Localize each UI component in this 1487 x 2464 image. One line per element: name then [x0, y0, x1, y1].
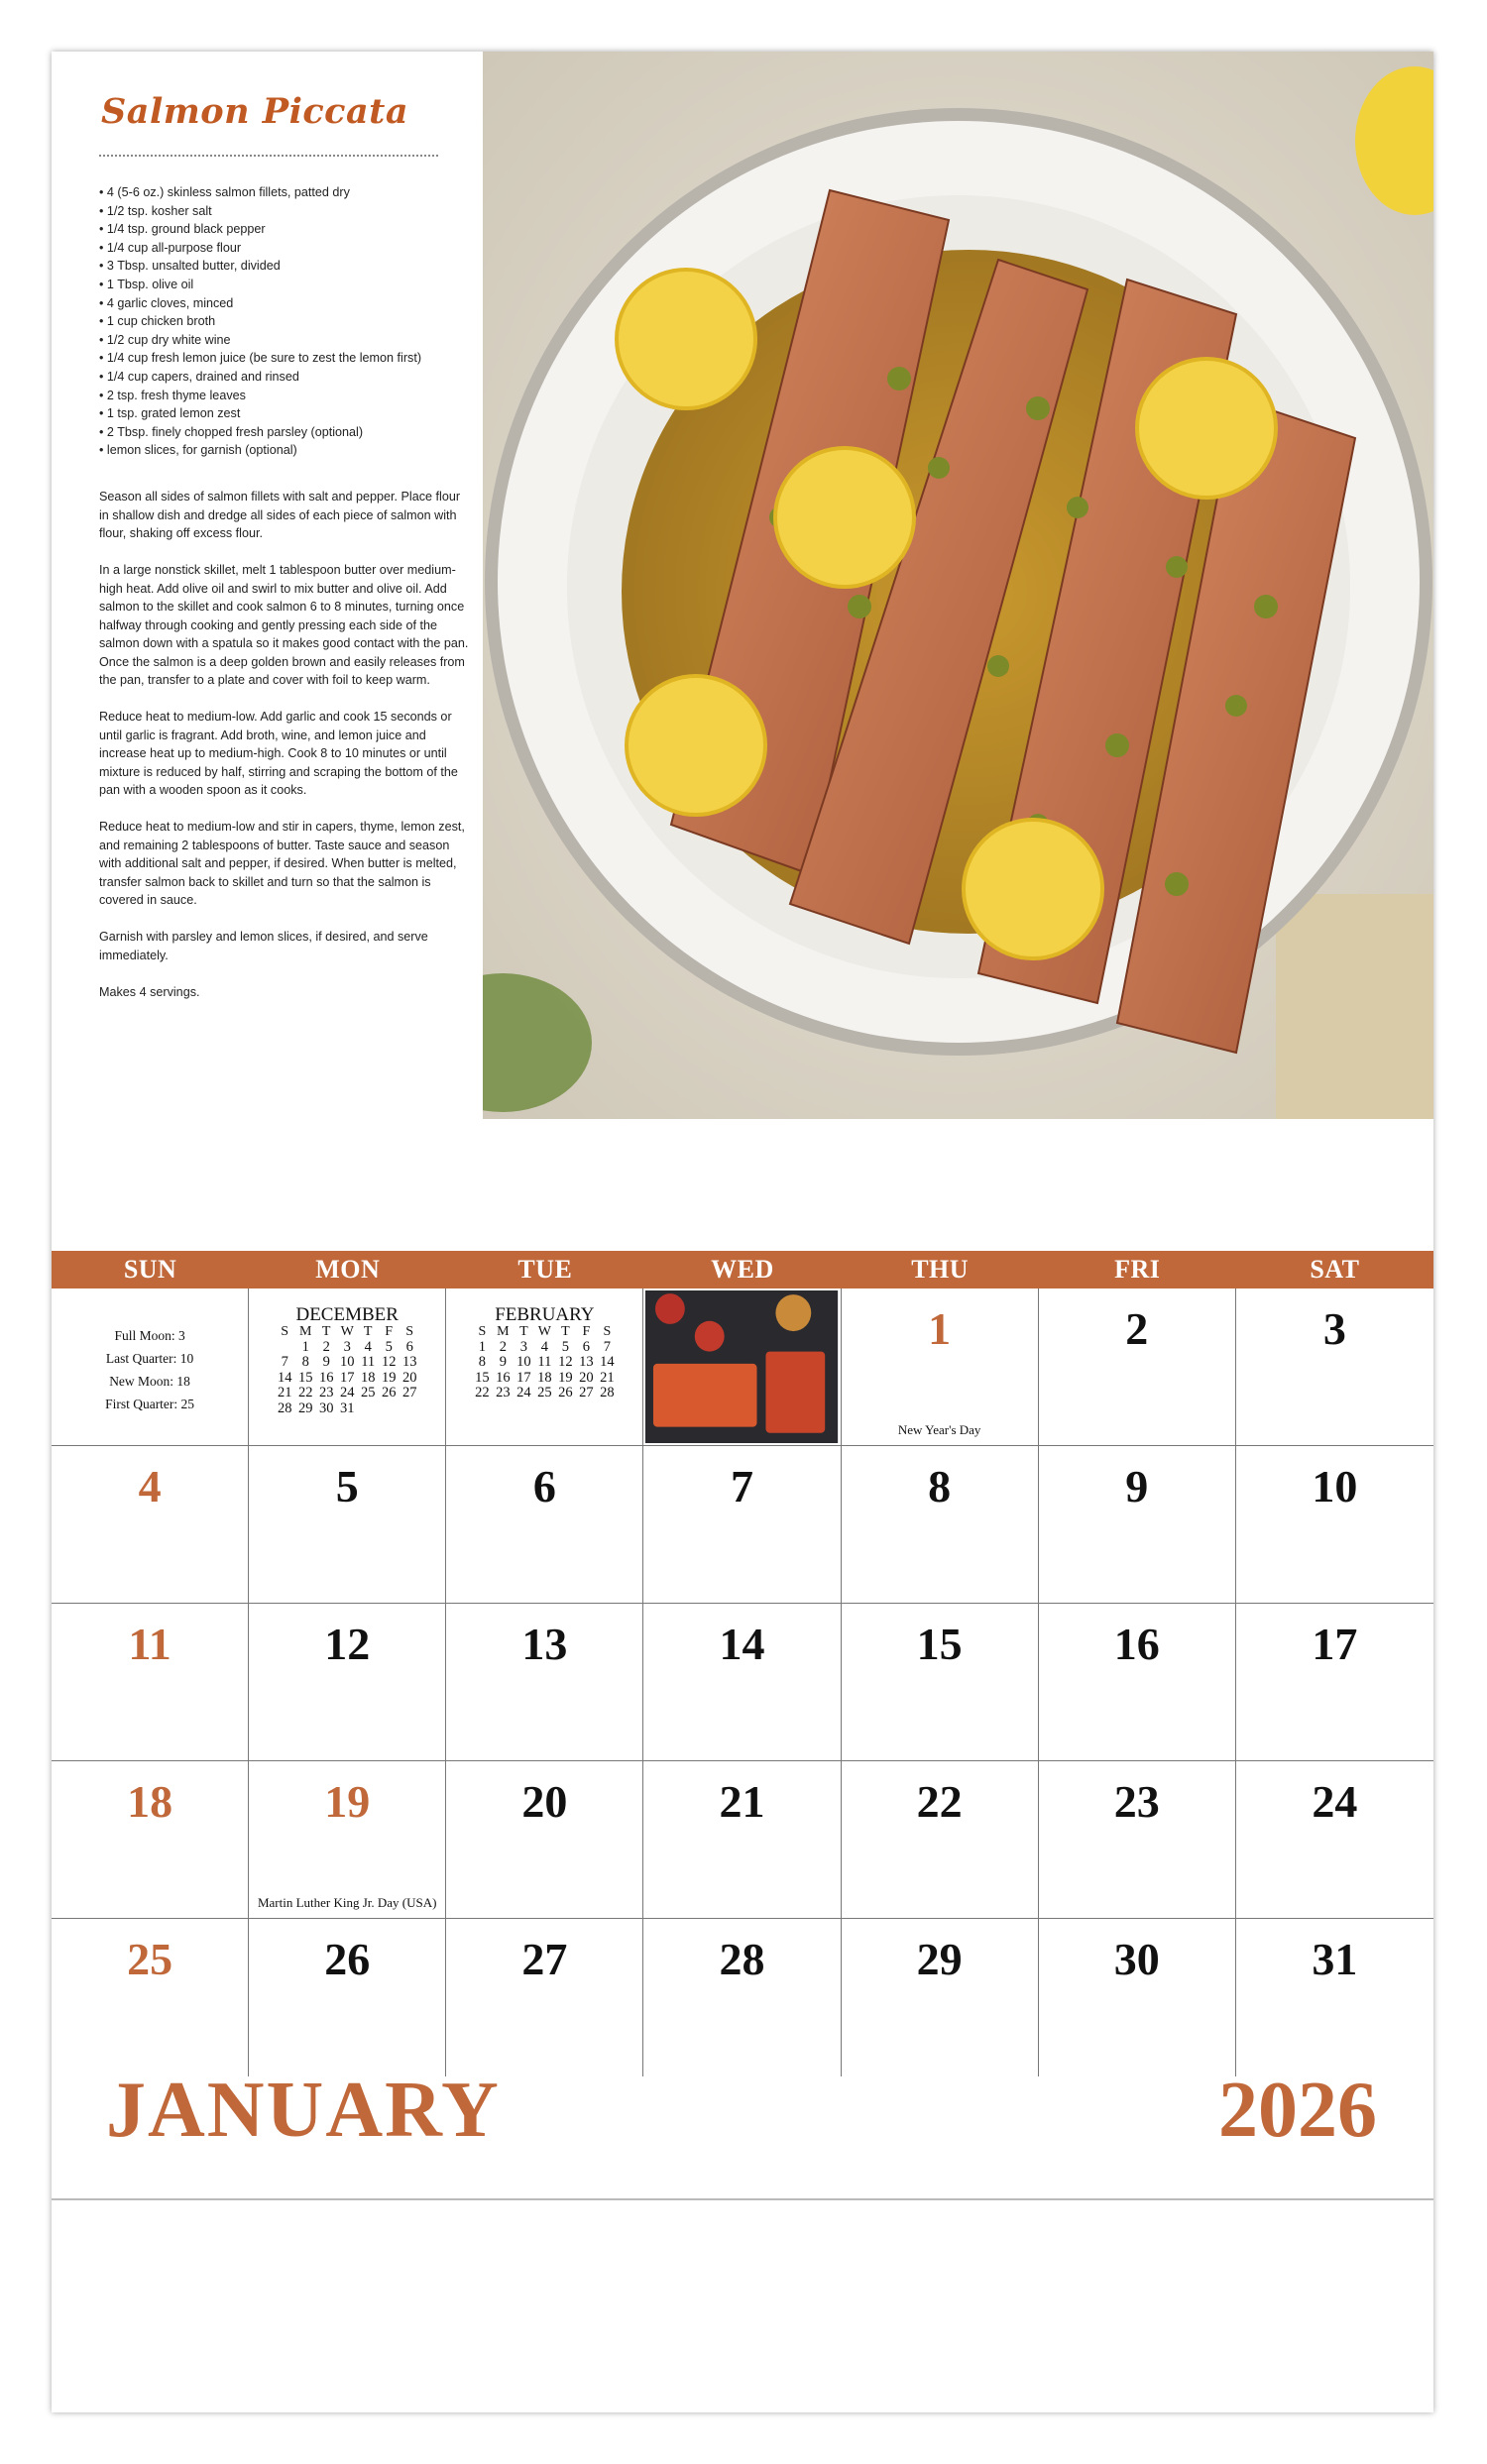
- mini-calendar-day: 3: [519, 1338, 527, 1355]
- month-thumbnail-photo: [645, 1290, 838, 1443]
- day-cell-10: [1236, 1446, 1433, 1604]
- mini-calendar-day: 18: [360, 1369, 376, 1386]
- mini-calendar-dow: M: [497, 1324, 510, 1339]
- day-cell-4: [52, 1446, 249, 1604]
- mini-calendar-day: 21: [600, 1369, 615, 1386]
- mini-calendar-day: 1: [301, 1338, 309, 1355]
- calendar-grid: [52, 1288, 1433, 2076]
- ingredient-item: • 1/2 cup dry white wine: [99, 331, 466, 350]
- day-cell-18: [52, 1761, 249, 1919]
- weekday-header: [52, 1251, 1433, 1288]
- weekday-thu: THU: [911, 1255, 970, 1284]
- mini-calendar-day: 23: [496, 1385, 511, 1400]
- mini-calendar-day: 3: [343, 1338, 351, 1355]
- mini-calendar-day: 17: [516, 1369, 531, 1386]
- mini-calendar-dow: W: [537, 1324, 551, 1339]
- day-cell-6: [446, 1446, 643, 1604]
- year: 2026: [1218, 2067, 1377, 2154]
- moon-phase: New Moon: 18: [109, 1374, 190, 1389]
- recipe-panel: [52, 52, 483, 1119]
- recipe-step: In a large nonstick skillet, melt 1 tablespoon butter over medium-high heat. Add olive oil and swirl to mix butter and olive oil. Add salmon to the skillet and cook salmon 6 to 8 minutes, turning once halfway through cooking and gently pressing each side of the salmon down with a spatula so it makes good contact with the pan. Once the salmon is a deep golden brown and easily releases from the pan, transfer to a plate and cover with foil to keep warm.: [99, 563, 469, 687]
- day-cell-24: [1236, 1761, 1433, 1919]
- mini-calendar-dow: F: [385, 1324, 394, 1339]
- mini-calendar-day: 19: [558, 1369, 573, 1386]
- day-number: 7: [730, 1461, 753, 1512]
- day-number: 31: [1312, 1934, 1358, 1984]
- day-number: 26: [324, 1934, 371, 1984]
- mini-calendar-day: 19: [381, 1369, 397, 1386]
- day-cell-20: [446, 1761, 643, 1919]
- day-number: 19: [324, 1776, 371, 1827]
- weekday-wed: WED: [711, 1255, 774, 1284]
- recipe-step: Makes 4 servings.: [99, 984, 200, 999]
- ingredient-item: • 4 (5-6 oz.) skinless salmon fillets, patted dry: [99, 183, 466, 202]
- mini-calendar-day: 24: [339, 1385, 355, 1400]
- day-number: 4: [138, 1461, 162, 1512]
- mini-calendar-day: 14: [277, 1369, 292, 1386]
- mini-calendar-dow: T: [561, 1324, 570, 1339]
- mini-calendar-day: 10: [516, 1354, 531, 1370]
- mini-calendar-day: 30: [318, 1400, 334, 1416]
- mini-calendar-day: 27: [579, 1385, 594, 1400]
- recipe-step: Garnish with parsley and lemon slices, if desired, and serve immediately.: [99, 930, 428, 962]
- mini-calendar-day: 4: [364, 1338, 372, 1355]
- mini-calendar-dow: T: [363, 1324, 373, 1339]
- recipe-step: Reduce heat to medium-low. Add garlic and cook 15 seconds or until garlic is fragrant. Add broth, wine, and lemon juice and increase heat up to medium-high. Cook 8 to 10 minutes or until mixture is reduced by half, stirring and scraping the bottom of the pan with a wooden spoon as it cooks.: [99, 710, 458, 797]
- day-number: 3: [1322, 1303, 1346, 1354]
- day-cell-11: [52, 1604, 249, 1761]
- prev_month-mini-calendar: [249, 1306, 445, 1416]
- day-cell-15: [842, 1604, 1039, 1761]
- mini-calendar-day: [400, 1401, 420, 1417]
- day-cell-7: [643, 1446, 841, 1604]
- ingredient-item: • 1/4 cup all-purpose flour: [99, 239, 466, 258]
- day-number: 9: [1125, 1461, 1149, 1512]
- day-number: 17: [1312, 1619, 1358, 1669]
- day-cell-2: [1039, 1288, 1236, 1446]
- day-cell-13: [446, 1604, 643, 1761]
- weekday-mon: MON: [315, 1255, 381, 1284]
- calendar-grid-section: [52, 1251, 1433, 2076]
- mini-calendar-day: 5: [561, 1338, 569, 1355]
- mini-calendar-dow: S: [603, 1324, 612, 1339]
- mini-calendar-dow: S: [478, 1324, 487, 1339]
- mini-calendar-dow: T: [321, 1324, 331, 1339]
- mini-calendar-day: 25: [360, 1385, 376, 1400]
- day-cell-31: [1236, 1919, 1433, 2076]
- day-cell-3: [1236, 1288, 1433, 1446]
- ingredient-item: • 1 Tbsp. olive oil: [99, 276, 466, 294]
- mini-calendar-day: 11: [537, 1354, 552, 1370]
- mini-calendar-day: 23: [318, 1385, 334, 1400]
- mini-calendar-day: 13: [579, 1354, 594, 1370]
- bottom-divider: [52, 2198, 1433, 2200]
- ingredient-item: • 1/2 tsp. kosher salt: [99, 202, 466, 221]
- day-number: 30: [1113, 1934, 1160, 1984]
- day-number: 10: [1312, 1461, 1358, 1512]
- mini-calendar-dow: S: [281, 1324, 289, 1339]
- mini-calendar-dow: F: [582, 1324, 591, 1339]
- mini-calendar-day: 8: [478, 1354, 486, 1370]
- ingredient-item: • 1/4 cup capers, drained and rinsed: [99, 368, 466, 387]
- food-photo-illustration: [483, 52, 1433, 1119]
- moon-phase: Last Quarter: 10: [105, 1351, 194, 1366]
- day-number: 15: [916, 1619, 963, 1669]
- weekday-sun: SUN: [123, 1255, 177, 1284]
- mini-calendar-day: 10: [339, 1354, 355, 1370]
- mini-calendar-day: 15: [297, 1369, 313, 1386]
- mini-calendar-day: 16: [318, 1369, 334, 1386]
- day-number: 5: [335, 1461, 359, 1512]
- mini-calendar-day: 4: [540, 1338, 548, 1355]
- moon-phases-cell: [52, 1288, 249, 1446]
- next-month-cell: [446, 1288, 643, 1446]
- day-cell-22: [842, 1761, 1039, 1919]
- ingredient-item: • lemon slices, for garnish (optional): [99, 441, 466, 460]
- recipe-steps: [99, 488, 471, 1020]
- mini-calendar-day: 6: [405, 1338, 413, 1355]
- mini-calendar-day: 2: [499, 1338, 507, 1355]
- day-number: 12: [324, 1619, 371, 1669]
- day-cell-29: [842, 1919, 1039, 2076]
- mini-calendar-day: 29: [297, 1400, 313, 1416]
- day-cell-27: [446, 1919, 643, 2076]
- day-cell-16: [1039, 1604, 1236, 1761]
- mini-calendar-day: 20: [401, 1369, 417, 1386]
- recipe-step: Season all sides of salmon fillets with salt and pepper. Place flour in shallow dish and dredge all sides of each piece of salmon with flour, shaking off excess flour.: [99, 490, 461, 540]
- mini-calendar-day: 1: [478, 1338, 486, 1355]
- previous-month-cell: [249, 1288, 446, 1446]
- day-cell-19: [249, 1761, 446, 1919]
- ingredient-list: [99, 183, 466, 460]
- day-cell-26: [249, 1919, 446, 2076]
- ingredient-item: • 1 cup chicken broth: [99, 312, 466, 331]
- day-number: 11: [128, 1619, 172, 1669]
- mini-calendar-dow: S: [405, 1324, 414, 1339]
- mini-calendar-day: 31: [339, 1400, 355, 1416]
- mini-calendar-day: 18: [537, 1369, 552, 1386]
- day-cell-8: [842, 1446, 1039, 1604]
- mini-calendar-day: 27: [401, 1385, 417, 1400]
- mini-calendar-dow: T: [519, 1324, 528, 1339]
- mini-calendar-day: [379, 1401, 400, 1417]
- day-cell-25: [52, 1919, 249, 2076]
- mini-calendar-day: 21: [277, 1385, 292, 1400]
- ingredient-item: • 1/4 cup fresh lemon juice (be sure to zest the lemon first): [99, 349, 466, 368]
- mini-calendar-day: 5: [385, 1338, 393, 1355]
- mini-calendar-day: 28: [600, 1385, 615, 1400]
- mini-calendar-day: 14: [600, 1354, 615, 1370]
- day-number: 18: [127, 1776, 173, 1827]
- weekday-tue: TUE: [517, 1255, 573, 1284]
- day-number: 23: [1113, 1776, 1160, 1827]
- mini-calendar-title: DECEMBER: [295, 1304, 399, 1325]
- day-number: 13: [521, 1619, 568, 1669]
- day-cell-12: [249, 1604, 446, 1761]
- mini-calendar-day: 26: [558, 1385, 573, 1400]
- mini-calendar-table: [472, 1324, 618, 1401]
- mini-calendar-day: 28: [277, 1400, 292, 1416]
- mini-calendar-day: 25: [537, 1385, 552, 1400]
- calendar-page: [52, 52, 1433, 2412]
- moon-phase: Full Moon: 3: [114, 1328, 185, 1343]
- day-cell-21: [643, 1761, 841, 1919]
- day-cell-23: [1039, 1761, 1236, 1919]
- mini-calendar-day: 24: [516, 1385, 531, 1400]
- photo-cell: [643, 1288, 841, 1446]
- moon-phases: [52, 1324, 248, 1415]
- recipe-title: Salmon Piccata: [101, 91, 409, 132]
- day-number: 22: [916, 1776, 963, 1827]
- mini-calendar-day: 16: [496, 1369, 511, 1386]
- mini-calendar-day: 26: [381, 1385, 397, 1400]
- weekday-sat: SAT: [1310, 1255, 1360, 1284]
- day-number: 28: [719, 1934, 765, 1984]
- mini-calendar-day: 9: [322, 1354, 330, 1370]
- day-number: 21: [719, 1776, 765, 1827]
- day-number: 1: [928, 1303, 952, 1354]
- mini-calendar-day: 17: [339, 1369, 355, 1386]
- day-number: 14: [719, 1619, 765, 1669]
- day-cell-14: [643, 1604, 841, 1761]
- day-cell-1: [842, 1288, 1039, 1446]
- day-number: 6: [532, 1461, 556, 1512]
- day-cell-17: [1236, 1604, 1433, 1761]
- mini-calendar-day: 11: [361, 1354, 376, 1370]
- mini-calendar-day: 22: [475, 1385, 490, 1400]
- month-name: JANUARY: [106, 2067, 501, 2154]
- holiday-label: New Year's Day: [897, 1422, 981, 1437]
- ingredient-item: • 1/4 tsp. ground black pepper: [99, 220, 466, 239]
- mini-calendar-day: 7: [281, 1354, 288, 1370]
- day-number: 2: [1125, 1303, 1149, 1354]
- mini-calendar-day: 8: [301, 1354, 309, 1370]
- day-number: 24: [1312, 1776, 1358, 1827]
- moon-phase: First Quarter: 25: [105, 1397, 195, 1411]
- mini-calendar-day: 12: [558, 1354, 573, 1370]
- recipe-step: Reduce heat to medium-low and stir in capers, thyme, lemon zest, and remaining 2 tablespoons of butter. Taste sauce and season with additional salt and pepper, if desired. When butter is melted, transfer salmon back to skillet and turn so that the salmon is covered in sauce.: [99, 820, 465, 907]
- ingredient-item: • 4 garlic cloves, minced: [99, 294, 466, 313]
- next_month-mini-calendar: [446, 1306, 642, 1401]
- ingredient-item: • 1 tsp. grated lemon zest: [99, 404, 466, 423]
- day-cell-30: [1039, 1919, 1236, 2076]
- mini-calendar-day: 6: [582, 1338, 590, 1355]
- ingredient-item: • 2 Tbsp. finely chopped fresh parsley (optional): [99, 423, 466, 442]
- mini-calendar-day: 2: [322, 1338, 330, 1355]
- day-number: 8: [928, 1461, 952, 1512]
- mini-calendar-day: 15: [475, 1369, 490, 1386]
- day-number: 16: [1113, 1619, 1160, 1669]
- day-cell-5: [249, 1446, 446, 1604]
- salmon-piccata-photo: [483, 52, 1433, 1119]
- mini-calendar-day: 13: [401, 1354, 417, 1370]
- mini-calendar-day: 12: [381, 1354, 397, 1370]
- recipe-divider: [99, 155, 438, 157]
- mini-calendar-day: 7: [603, 1338, 611, 1355]
- mini-calendar-title: FEBRUARY: [495, 1304, 595, 1325]
- holiday-label: Martin Luther King Jr. Day (USA): [257, 1895, 437, 1910]
- ingredient-item: • 3 Tbsp. unsalted butter, divided: [99, 257, 466, 276]
- mini-calendar-day: 20: [579, 1369, 594, 1386]
- day-number: 25: [127, 1934, 173, 1984]
- mini-calendar-dow: W: [340, 1324, 354, 1339]
- mini-calendar-day: [275, 1340, 295, 1356]
- day-number: 20: [521, 1776, 568, 1827]
- mini-calendar-day: 9: [499, 1354, 507, 1370]
- mini-calendar-table: [275, 1324, 420, 1416]
- day-number: 29: [916, 1934, 963, 1984]
- ingredient-item: • 2 tsp. fresh thyme leaves: [99, 387, 466, 405]
- weekday-fri: FRI: [1114, 1255, 1161, 1284]
- mini-calendar-day: 22: [297, 1385, 313, 1400]
- day-number: 27: [521, 1934, 568, 1984]
- day-cell-28: [643, 1919, 841, 2076]
- mini-calendar-dow: M: [298, 1324, 312, 1339]
- day-cell-9: [1039, 1446, 1236, 1604]
- mini-calendar-day: [358, 1401, 379, 1417]
